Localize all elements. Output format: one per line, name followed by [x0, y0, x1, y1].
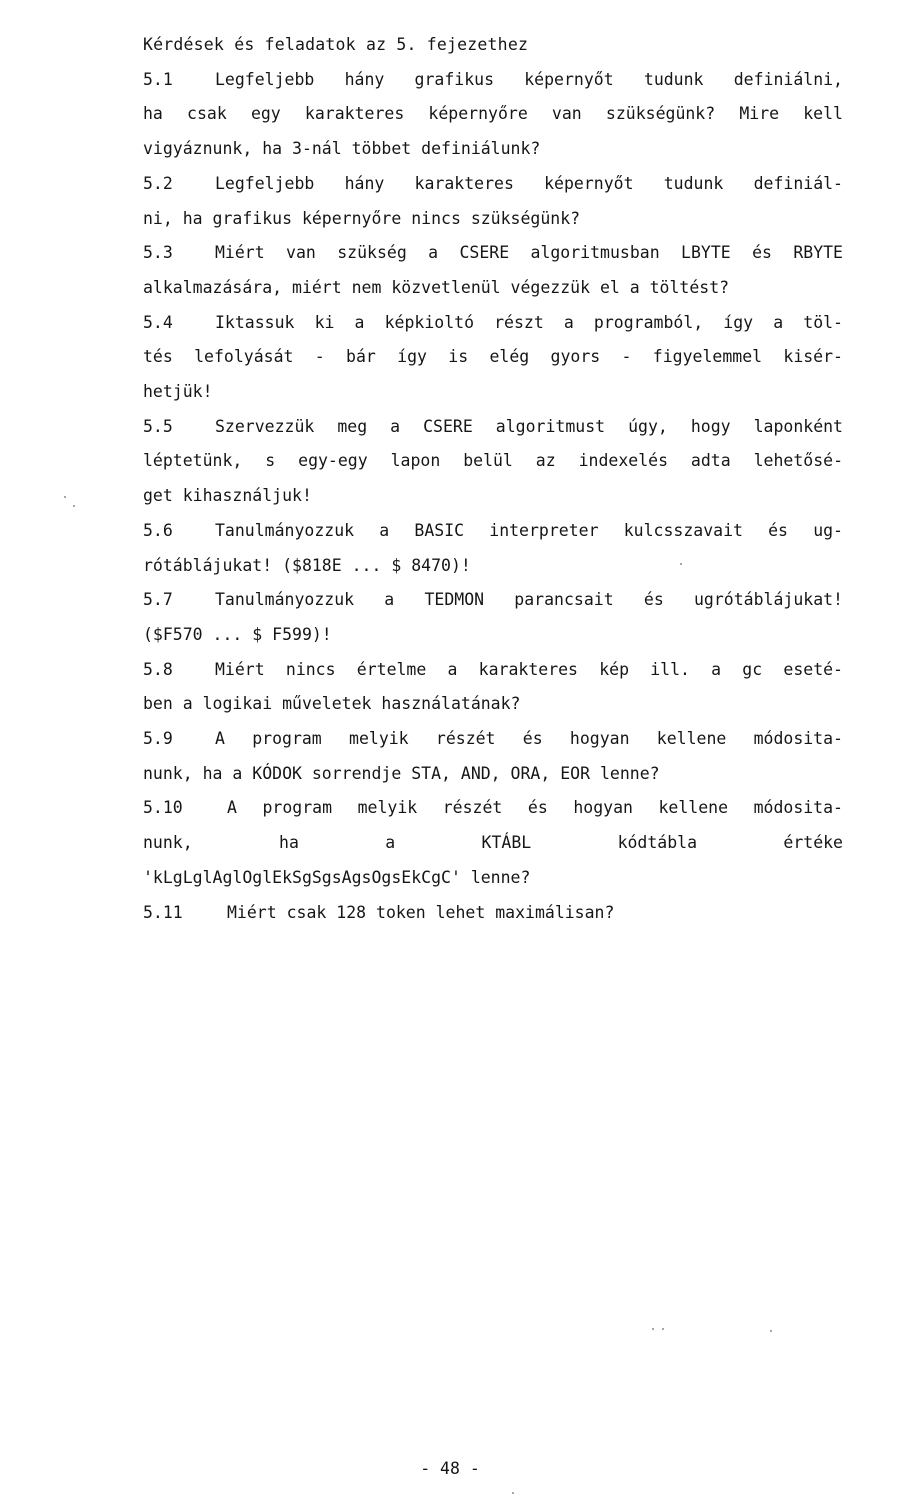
question-line: ha csak egy karakteres képernyőre van szükségünk? Mire kell: [143, 104, 843, 124]
question-number: 5.5: [143, 416, 173, 436]
question-number: 5.4: [143, 312, 173, 332]
question-line: rótáblájukat! ($818E ... $ 8470)!: [143, 555, 471, 575]
question-item: [143, 722, 843, 791]
questions-section: [143, 28, 843, 930]
question-number: 5.7: [143, 590, 173, 610]
scan-speck: [770, 1330, 772, 1332]
question-line: léptetünk, s egy-egy lapon belül az indexelés adta lehetősé-: [143, 451, 843, 471]
question-number: 5.2: [143, 173, 173, 193]
question-item: [143, 791, 843, 895]
question-line: Legfeljebb hány grafikus képernyőt tudunk definiálni,: [215, 69, 843, 89]
question-line: ben a logikai műveletek használatának?: [143, 694, 521, 714]
question-line: vigyáznunk, ha 3-nál többet definiálunk?: [143, 139, 541, 159]
scan-speck: [64, 496, 66, 498]
question-line: Miért van szükség a CSERE algoritmusban LBYTE és RBYTE: [215, 243, 843, 263]
question-line: nunk, ha a KTÁBL kódtábla értéke: [143, 833, 843, 853]
question-number: 5.1: [143, 69, 173, 89]
question-line: 'kLgLglAglOglEkSgSgsAgsOgsEkCgC' lenne?: [143, 867, 531, 887]
question-list: [143, 63, 843, 931]
page-number: - 48 -: [420, 1459, 480, 1478]
question-line: hetjük!: [143, 382, 213, 402]
question-line: Iktassuk ki a képkioltó részt a programból, így a töl-: [215, 312, 843, 332]
question-line: A program melyik részét és hogyan kellene módosita-: [227, 798, 843, 818]
question-item: [143, 167, 843, 236]
question-item: [143, 63, 843, 167]
scan-speck: [652, 1328, 654, 1330]
question-text: [143, 583, 843, 652]
question-item: [143, 306, 843, 410]
question-line: get kihasználjuk!: [143, 486, 312, 506]
question-line: Miért nincs értelme a karakteres kép ill. a gc eseté-: [215, 659, 843, 679]
question-number: 5.6: [143, 520, 173, 540]
question-item: [143, 583, 843, 652]
question-line: Tanulmányozzuk a BASIC interpreter kulcsszavait és ug-: [215, 520, 843, 540]
question-number: 5.11: [143, 902, 183, 922]
question-line: Szervezzük meg a CSERE algoritmust úgy, hogy laponként: [215, 416, 843, 436]
question-number: 5.3: [143, 243, 173, 263]
question-line: tés lefolyását - bár így is elég gyors - figyelemmel kisér-: [143, 347, 843, 367]
question-line: A program melyik részét és hogyan kellene módosita-: [215, 729, 843, 749]
question-item: [143, 514, 843, 583]
question-text: [227, 896, 843, 931]
question-line: Tanulmányozzuk a TEDMON parancsait és ugrótáblájukat!: [215, 590, 843, 610]
scan-speck: [73, 505, 75, 507]
scan-speck: [680, 563, 682, 565]
question-line: Miért csak 128 token lehet maximálisan?: [227, 902, 615, 922]
question-number: 5.8: [143, 659, 173, 679]
question-line: Legfeljebb hány karakteres képernyőt tudunk definiál-: [215, 173, 843, 193]
question-line: ni, ha grafikus képernyőre nincs szükségünk?: [143, 208, 581, 228]
scan-speck: [662, 1328, 664, 1330]
question-number: 5.9: [143, 729, 173, 749]
question-line: ($F570 ... $ F599)!: [143, 624, 332, 644]
question-item: [143, 410, 843, 514]
question-item: [143, 653, 843, 722]
question-item: [143, 896, 843, 931]
section-heading: Kérdések és feladatok az 5. fejezethez: [143, 35, 529, 54]
question-line: nunk, ha a KÓDOK sorrendje STA, AND, ORA, EOR lenne?: [143, 763, 660, 783]
question-item: [143, 236, 843, 305]
question-number: 5.10: [143, 798, 183, 818]
question-line: alkalmazására, miért nem közvetlenül végezzük el a töltést?: [143, 277, 730, 297]
scan-speck: [512, 1492, 514, 1494]
